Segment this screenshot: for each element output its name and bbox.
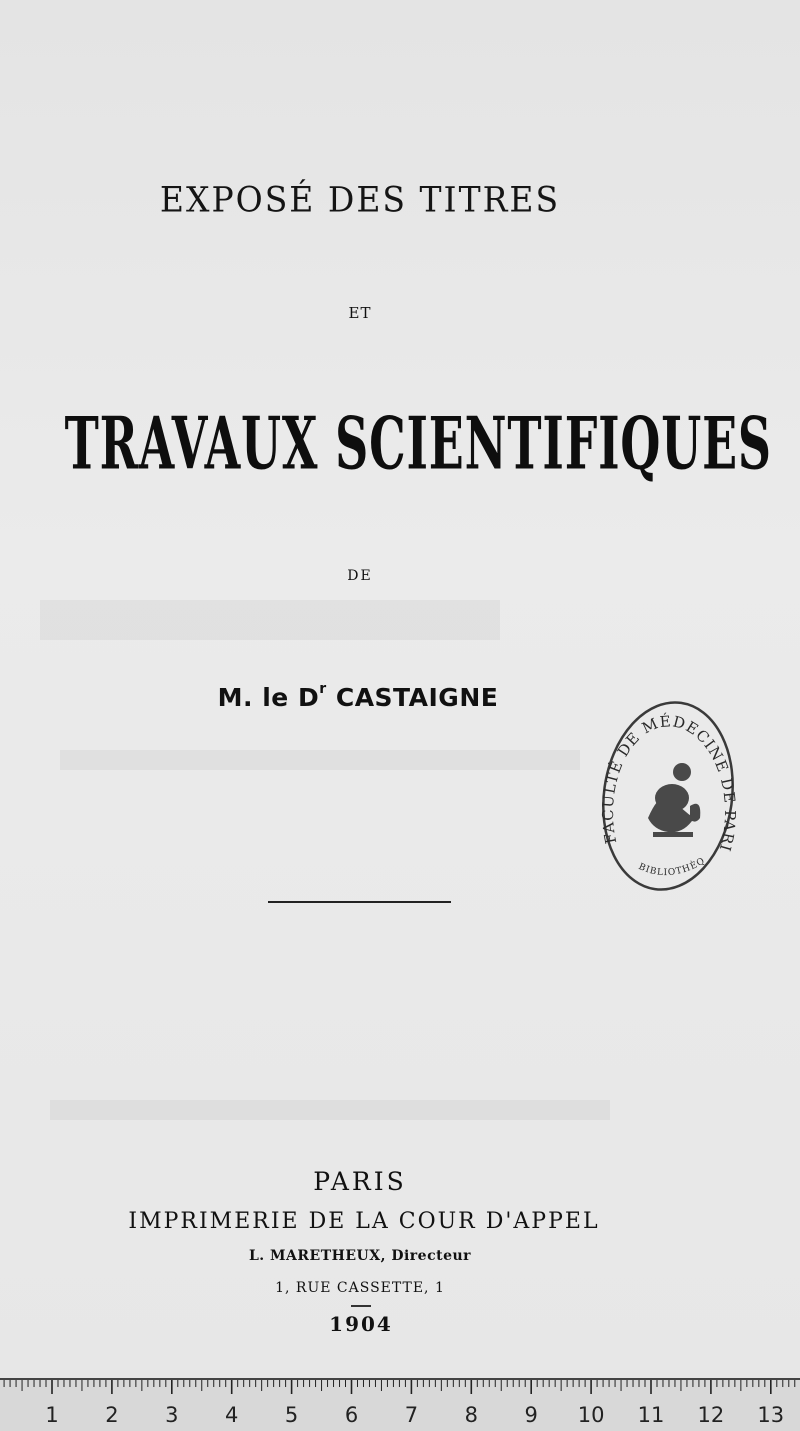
imprint-year: 1904	[329, 1312, 393, 1336]
show-through-text	[40, 600, 500, 640]
conjunction: ET	[348, 304, 372, 322]
ruler-number: 7	[404, 1403, 419, 1427]
imprint-printer: IMPRIMERIE DE LA COUR D'APPEL	[128, 1209, 600, 1234]
ruler-number: 6	[344, 1403, 359, 1427]
stamp-subtext: BIBLIOTHÈQ	[636, 856, 708, 879]
ruler-number: 10	[577, 1403, 605, 1427]
show-through-text	[60, 750, 580, 770]
imprint-city: PARIS	[313, 1167, 407, 1196]
year-rule	[351, 1305, 371, 1307]
ruler-number: 13	[757, 1403, 785, 1427]
author-superscript: r	[319, 680, 327, 697]
ruler-number: 9	[524, 1403, 538, 1427]
ruler-number: 11	[637, 1403, 665, 1427]
show-through-text	[50, 1100, 610, 1120]
divider-rule	[268, 901, 451, 903]
measurement-ruler	[0, 1378, 800, 1431]
ruler-number: 8	[464, 1403, 478, 1427]
stamp-figure	[648, 763, 700, 837]
ruler-number: 1	[45, 1403, 59, 1427]
imprint-address: 1, RUE CASSETTE, 1	[275, 1280, 445, 1296]
stamp-text: FACULTÉ DE MÉDECINE D RI	[598, 712, 736, 855]
preposition: DE	[347, 568, 373, 584]
ruler-number: 3	[165, 1403, 179, 1427]
ruler-number: 5	[284, 1403, 299, 1427]
imprint-director: L. MARETHEUX, Directeur	[248, 1248, 472, 1264]
author-name: CASTAIGNE	[335, 683, 499, 712]
stamp-graphic	[598, 698, 736, 894]
author-prefix: M. le D	[217, 683, 320, 712]
ruler-number: 2	[105, 1403, 119, 1427]
library-stamp	[598, 698, 736, 894]
main-title: TRAVAUX SCIENTIFIQUES	[64, 402, 772, 487]
heading: EXPOSÉ DES TITRES	[159, 179, 561, 220]
ruler-number: 4	[225, 1403, 239, 1427]
ruler-scale	[0, 1380, 800, 1429]
ruler-number: 12	[697, 1403, 725, 1427]
